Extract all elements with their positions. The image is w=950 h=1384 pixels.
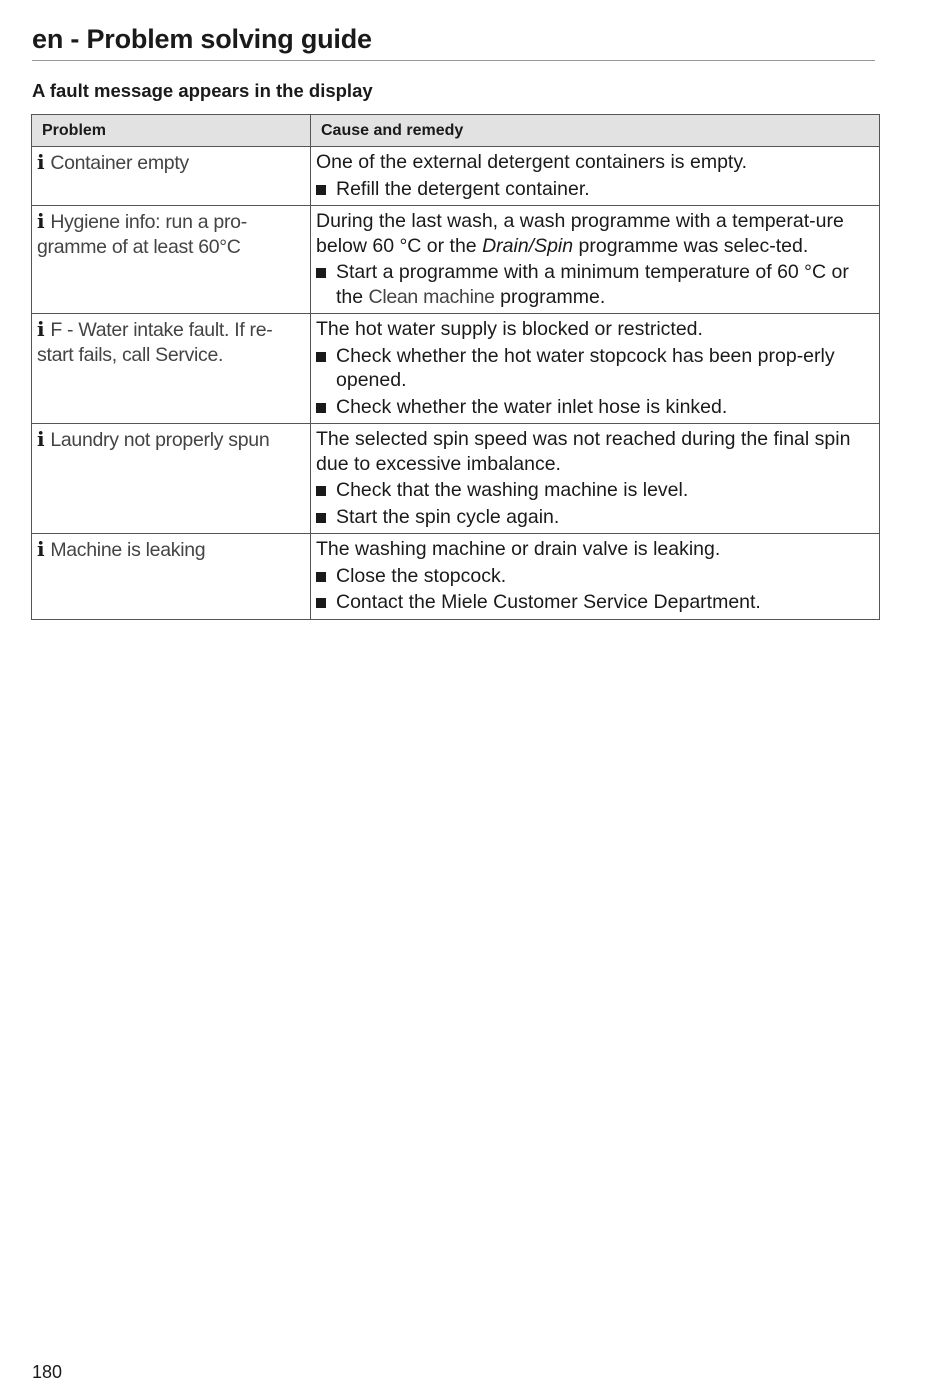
- cause-cell: [311, 206, 880, 314]
- remedy-list: [316, 478, 874, 529]
- page-title: en - Problem solving guide: [32, 24, 372, 54]
- info-icon: i: [37, 317, 45, 341]
- remedy-item: Close the stopcock.: [316, 564, 874, 589]
- remedy-item: Start a programme with a minimum temperature of 60 °C or the Clean machine programme.: [316, 260, 874, 309]
- remedy-item: Check whether the hot water stopcock has been prop-erly opened.: [316, 344, 874, 393]
- problem-cell: [32, 424, 311, 534]
- section-heading: A fault message appears in the display: [32, 80, 373, 101]
- problem-cell: [32, 147, 311, 206]
- problem-cell: [32, 314, 311, 424]
- cause-cell: [311, 424, 880, 534]
- problem-text: Machine is leaking: [50, 539, 206, 561]
- info-icon: i: [37, 150, 45, 174]
- problem-text: Hygiene info: run a pro-gramme of at least 60°C: [37, 211, 247, 258]
- square-bullet-icon: [316, 486, 326, 496]
- table-header-row: [32, 115, 880, 147]
- cause-text: The hot water supply is blocked or restricted.: [316, 318, 703, 340]
- info-icon: i: [37, 537, 45, 561]
- remedy-list: [316, 260, 874, 309]
- cause-text: The selected spin speed was not reached during the final spin due to excessive imbalance.: [316, 428, 851, 475]
- cause-text: During the last wash, a wash programme with a temperat-ure below 60 °C or the Drain/Spin programme was selec-ted.: [316, 210, 844, 257]
- page-number: 180: [32, 1362, 63, 1382]
- table-row: [32, 424, 880, 534]
- column-header-cause: Cause and remedy: [311, 115, 880, 147]
- problem-text: F - Water intake fault. If re-start fails, call Service.: [37, 319, 273, 366]
- remedy-item: Contact the Miele Customer Service Department.: [316, 590, 874, 615]
- square-bullet-icon: [316, 268, 326, 278]
- table-row: [32, 206, 880, 314]
- fault-message-table: [31, 114, 880, 620]
- info-icon: i: [37, 427, 45, 451]
- square-bullet-icon: [316, 572, 326, 582]
- square-bullet-icon: [316, 403, 326, 413]
- remedy-list: [316, 344, 874, 420]
- page-header: [32, 22, 875, 61]
- square-bullet-icon: [316, 598, 326, 608]
- square-bullet-icon: [316, 513, 326, 523]
- display-text: Clean machine: [368, 285, 495, 308]
- cause-text: One of the external detergent containers is empty.: [316, 151, 748, 173]
- problem-cell: [32, 206, 311, 314]
- cause-text: The washing machine or drain valve is leaking.: [316, 538, 721, 560]
- programme-name: Drain/Spin: [482, 234, 574, 257]
- square-bullet-icon: [316, 185, 326, 195]
- problem-text: Container empty: [50, 152, 189, 174]
- problem-text: Laundry not properly spun: [50, 429, 270, 451]
- table-row: [32, 314, 880, 424]
- cause-cell: [311, 534, 880, 620]
- remedy-item: Check that the washing machine is level.: [316, 478, 874, 503]
- info-icon: i: [37, 209, 45, 233]
- problem-cell: [32, 534, 311, 620]
- remedy-list: [316, 564, 874, 615]
- remedy-list: [316, 177, 874, 202]
- cause-cell: [311, 314, 880, 424]
- table-row: [32, 147, 880, 206]
- square-bullet-icon: [316, 352, 326, 362]
- remedy-item: Refill the detergent container.: [316, 177, 874, 202]
- remedy-item: Check whether the water inlet hose is kinked.: [316, 395, 874, 420]
- table-row: [32, 534, 880, 620]
- column-header-problem: Problem: [32, 115, 311, 147]
- cause-cell: [311, 147, 880, 206]
- remedy-item: Start the spin cycle again.: [316, 505, 874, 530]
